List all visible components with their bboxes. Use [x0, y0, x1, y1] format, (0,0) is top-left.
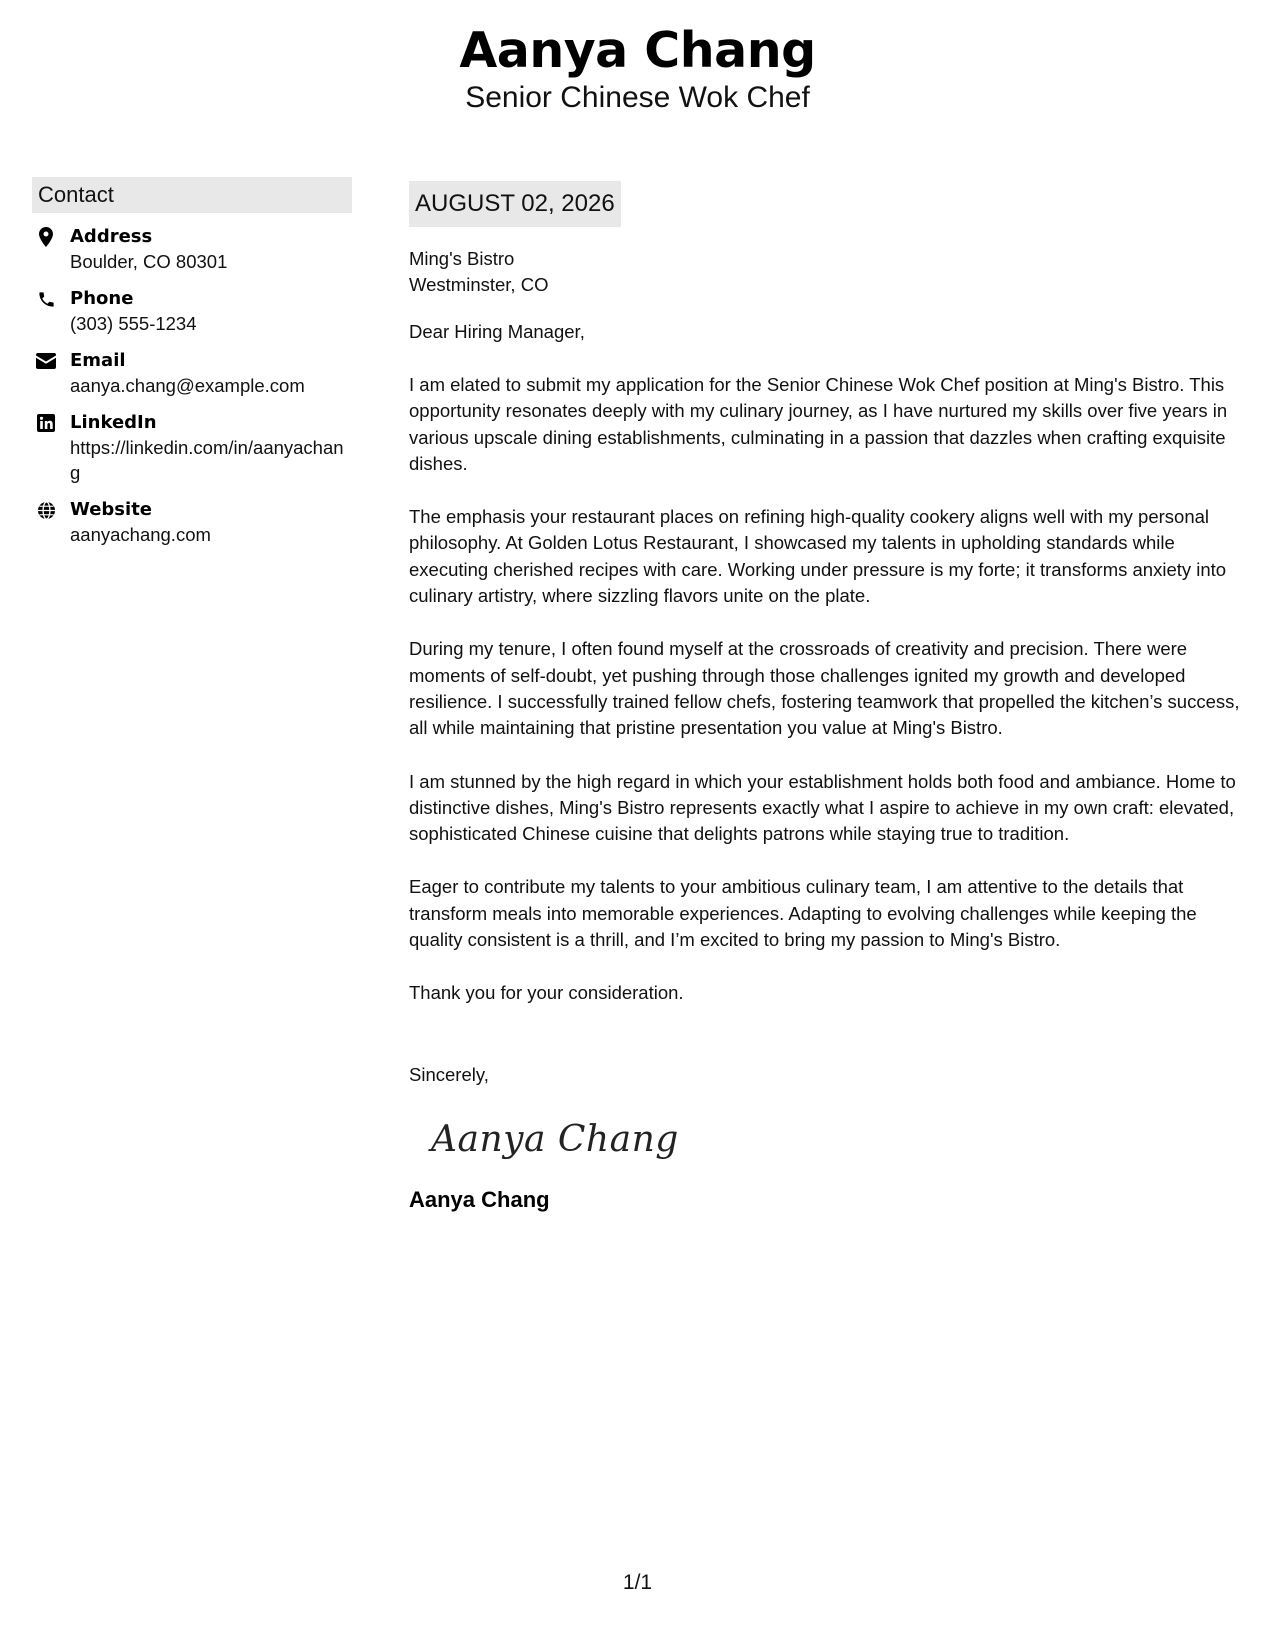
contact-label: Website — [70, 499, 153, 520]
document-header — [0, 22, 1275, 116]
letter-paragraph: Eager to contribute my talents to your ambitious culinary team, I am attentive to the details that transform meals into memorable experiences. Adapting to evolving challenges while keeping the quality consistent is a thrill, and I’m excited to bring my passion to Ming's Bistro. — [409, 876, 1197, 951]
contact-address — [32, 225, 352, 274]
letter-paragraph: I am stunned by the high regard in which your establishment holds both food and ambiance. Home to distinctive dishes, Ming's Bistro represents exactly what I aspire to achieve in my own craft: elevated, sophisticated Chinese cuisine that delights patrons while staying true to tradition. — [409, 770, 1236, 845]
contact-value: aanya.chang@example.com — [70, 375, 305, 396]
salutation: Dear Hiring Manager, — [409, 321, 585, 342]
letter-paragraph: The emphasis your restaurant places on refining high-quality cookery aligns well with my personal philosophy. At Golden Lotus Restaurant, I showcased my talents in upholding standards while executing cherished recipes with care. Working under pressure is my forte; it transforms anxiety into culinary artistry, where sizzling flavors unite on the plate. — [409, 506, 1227, 607]
contact-linkedin — [32, 411, 352, 485]
contact-phone — [32, 287, 352, 336]
linkedin-icon — [34, 413, 58, 433]
contact-label: Phone — [70, 288, 134, 309]
phone-icon — [34, 289, 58, 309]
contact-value[interactable]: aanyachang.com — [70, 524, 211, 545]
map-pin-icon — [34, 227, 58, 247]
contact-value: (303) 555-1234 — [70, 313, 197, 334]
handwritten-signature: Aanya Chang — [431, 1118, 679, 1160]
letter-paragraph: Thank you for your consideration. — [409, 982, 684, 1004]
envelope-icon — [34, 351, 58, 371]
letter-date: AUGUST 02, 2026 — [409, 181, 621, 227]
contact-email — [32, 349, 352, 398]
contact-list — [32, 225, 352, 547]
cover-letter-body — [409, 181, 1249, 1214]
job-title: Senior Chinese Wok Chef — [465, 81, 810, 114]
letter-paragraph: I am elated to submit my application for the Senior Chinese Wok Chef position at Ming's Bistro. This opportunity resonates deeply with my culinary journey, as I have nurtured my skills over five years in various upscale dining establishments, culminating in a passion that dazzles when crafting exquisite dishes. — [409, 374, 1228, 474]
page-number: 1/1 — [622, 1571, 653, 1594]
contact-label: Email — [70, 350, 126, 371]
contact-label: LinkedIn — [70, 412, 157, 433]
recipient-block — [409, 246, 1249, 298]
contact-value[interactable]: https://linkedin.com/in/aanyachang — [70, 437, 344, 483]
recipient-company: Ming's Bistro — [409, 248, 515, 269]
closing: Sincerely, — [409, 1063, 489, 1085]
signer-name: Aanya Chang — [409, 1186, 550, 1212]
globe-icon — [34, 500, 58, 520]
contact-label: Address — [70, 226, 153, 247]
contact-heading: Contact — [32, 177, 352, 213]
recipient-location: Westminster, CO — [409, 274, 549, 295]
contact-value: Boulder, CO 80301 — [70, 251, 228, 272]
contact-sidebar — [32, 177, 352, 560]
contact-website — [32, 498, 352, 547]
candidate-name: Aanya Chang — [459, 22, 816, 79]
letter-paragraph: During my tenure, I often found myself at the crossroads of creativity and precision. There were moments of self-doubt, yet pushing through those challenges ignited my growth and developed resilience. I successfully trained fellow chefs, fostering teamwork that propelled the kitchen’s success, all while maintaining that pristine presentation you value at Ming's Bistro. — [409, 638, 1240, 739]
